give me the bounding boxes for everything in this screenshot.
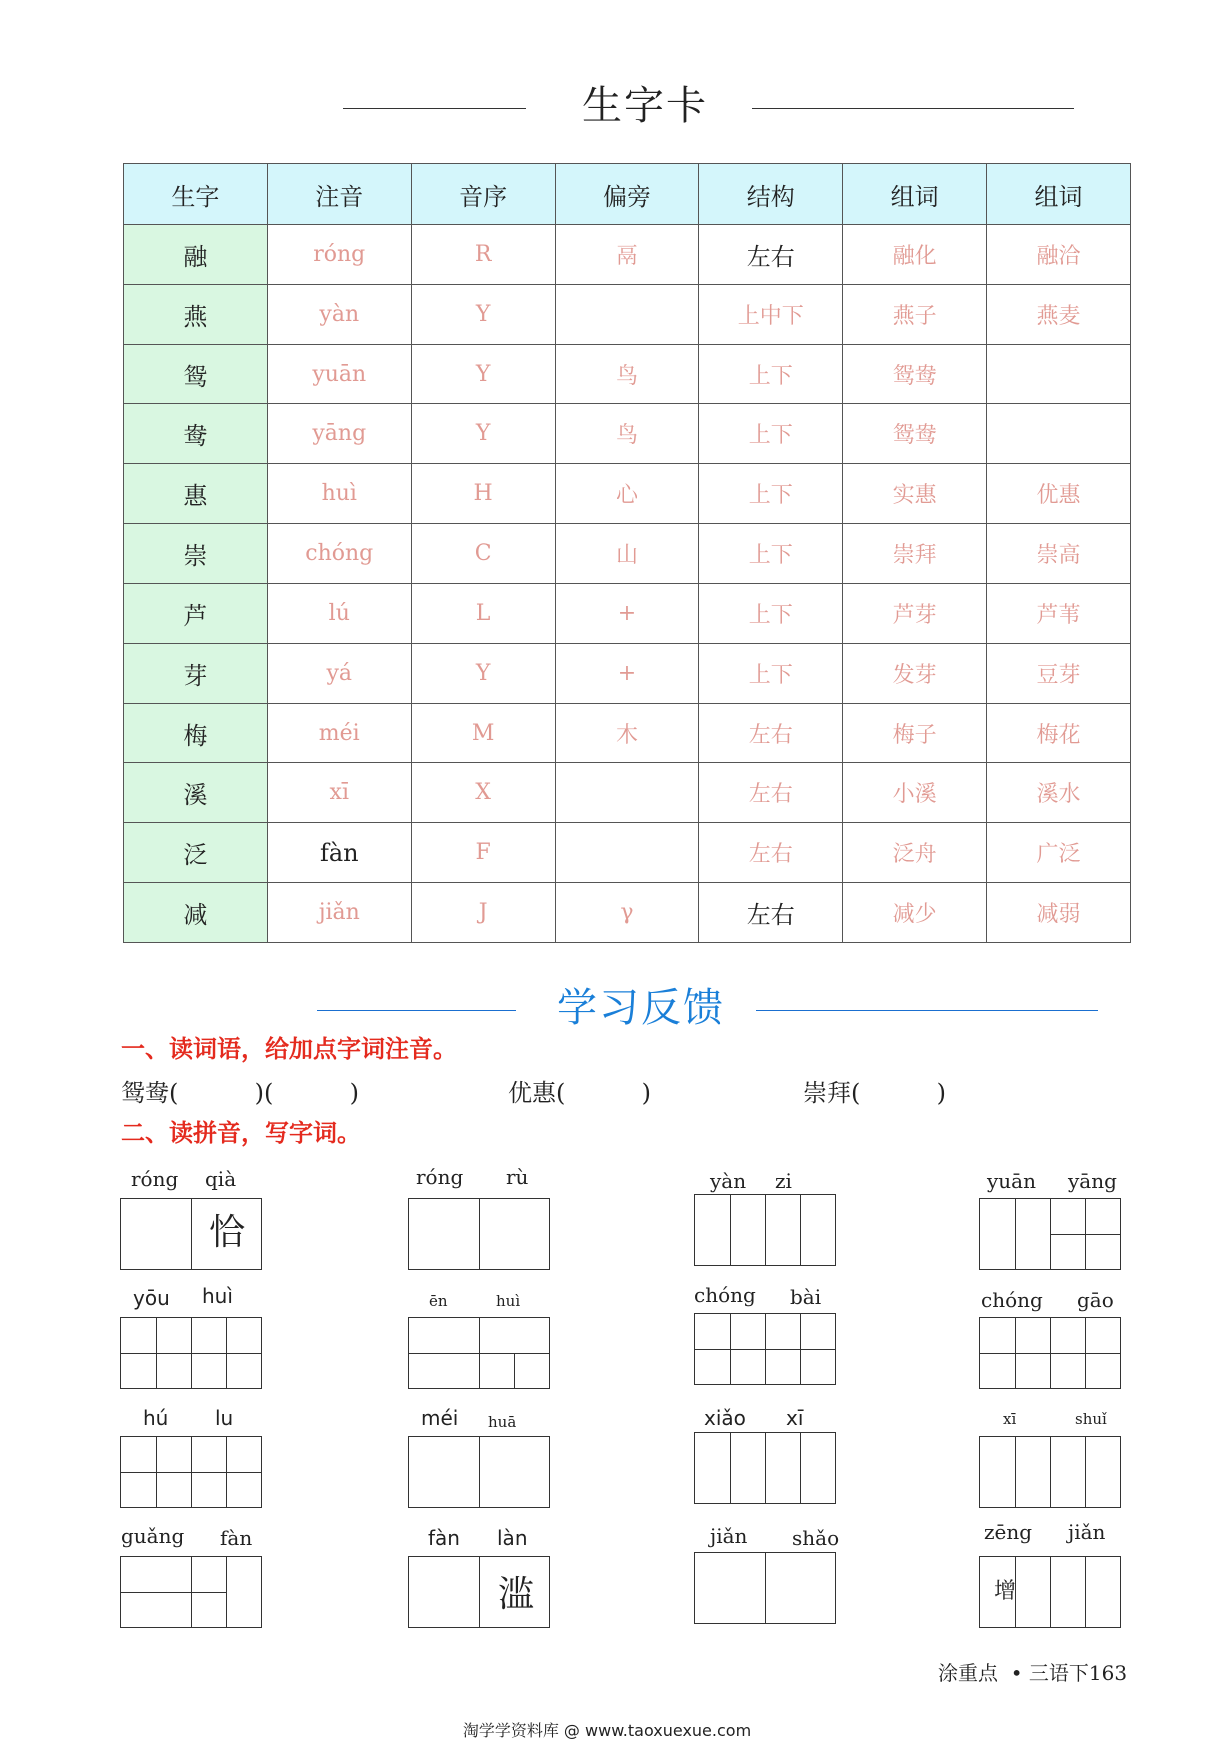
answer-cell: 广泛 [987,823,1131,883]
table-row [124,524,1131,584]
section1-word-3: 崇拜( ) [803,1079,947,1107]
answer-cell: jiǎn [267,883,411,943]
answer-cell: 溪水 [987,763,1131,823]
pinyin-2: shǎo [792,1526,840,1550]
answer-cell: + [555,643,699,703]
table-row [124,703,1131,763]
pinyin-1: hú [143,1406,169,1430]
feedback-title: 学习反馈 [557,985,725,1031]
answer-cell: 上下 [699,643,843,703]
answer-cell [987,404,1131,464]
answer-cell: róng [267,225,411,285]
writing-box [408,1556,550,1628]
writing-box [120,1317,262,1389]
table-header-cell: 组词 [843,164,987,225]
answer-cell: 上下 [699,583,843,643]
answer-cell: méi [267,703,411,763]
answer-cell: L [411,583,555,643]
table-header-cell: 注音 [267,164,411,225]
pinyin-1: yuān [987,1169,1036,1193]
answer-cell: 崇高 [987,524,1131,584]
pinyin-2: huā [488,1413,517,1431]
page-label: 涂重点 • 三语下163 [938,1661,1128,1685]
answer-cell [555,823,699,883]
pinyin-1: yōu [133,1286,170,1310]
title-rule-right [752,108,1074,109]
answer-cell: F [411,823,555,883]
answer-cell: γ [555,883,699,943]
section1-word-2: 优惠( ) [508,1079,652,1107]
answer-cell: 鬲 [555,225,699,285]
section1-word-1: 鸳鸯( )( ) [121,1079,360,1107]
pinyin-2: shuǐ [1075,1410,1107,1428]
pinyin-2: bài [790,1285,822,1309]
table-header-cell: 偏旁 [555,164,699,225]
answer-cell: X [411,763,555,823]
answer-cell [987,344,1131,404]
answer-cell: 燕子 [843,284,987,344]
answer-cell: 燕麦 [987,284,1131,344]
table-row [124,284,1131,344]
character-card-table [123,163,1131,943]
pinyin-2: xī [786,1406,804,1430]
pinyin-2: làn [497,1526,528,1550]
table-row [124,883,1131,943]
given-character: 恰 [209,1212,246,1253]
character-cell: 芽 [124,643,268,703]
character-cell: 芦 [124,583,268,643]
pinyin-2: lu [215,1406,234,1430]
answer-cell: + [555,583,699,643]
given-character: 增 [994,1579,1017,1604]
answer-cell: 芦苇 [987,583,1131,643]
character-cell: 惠 [124,464,268,524]
given-character: 滥 [498,1574,535,1615]
writing-box [694,1194,836,1266]
writing-box [120,1436,262,1508]
writing-box [979,1436,1121,1508]
answer-cell: 鸟 [555,344,699,404]
answer-cell: 左右 [699,823,843,883]
writing-box [979,1317,1121,1389]
pinyin-1: róng [416,1165,464,1189]
answer-cell: 鸟 [555,404,699,464]
pinyin-1: guǎng [121,1524,185,1548]
character-cell: 梅 [124,703,268,763]
answer-cell: 减弱 [987,883,1131,943]
answer-cell: 小溪 [843,763,987,823]
table-header-cell: 组词 [987,164,1131,225]
pinyin-1: xiǎo [704,1406,746,1430]
answer-cell: J [411,883,555,943]
character-cell: 鸳 [124,344,268,404]
card-title: 生字卡 [582,83,708,129]
pinyin-1: fàn [428,1526,460,1550]
pinyin-2: qià [205,1167,237,1191]
pinyin-1: jiǎn [710,1524,748,1548]
footer-watermark: 淘学学资料库 @ www.taoxuexue.com [462,1721,752,1740]
answer-cell: chóng [267,524,411,584]
pinyin-1: xī [1003,1410,1017,1428]
writing-box [694,1432,836,1504]
pinyin-2: gāo [1077,1288,1114,1312]
answer-cell: 发芽 [843,643,987,703]
answer-cell: C [411,524,555,584]
table-row [124,823,1131,883]
pinyin-2: jiǎn [1068,1520,1106,1544]
table-row [124,763,1131,823]
character-cell: 溪 [124,763,268,823]
answer-cell: 崇拜 [843,524,987,584]
writing-box [694,1552,836,1624]
answer-cell: fàn [267,823,411,883]
answer-cell: 左右 [699,763,843,823]
table-row [124,344,1131,404]
pinyin-2: huì [496,1292,521,1310]
table-row [124,643,1131,703]
answer-cell [555,284,699,344]
answer-cell: 心 [555,464,699,524]
answer-cell: yàn [267,284,411,344]
answer-cell: H [411,464,555,524]
section1-heading: 一、读词语，给加点字词注音。 [121,1035,457,1063]
table-header-cell: 结构 [699,164,843,225]
pinyin-1: zēng [984,1520,1033,1544]
answer-cell: 上下 [699,344,843,404]
table-row [124,404,1131,464]
feedback-rule-right [756,1010,1098,1011]
answer-cell: 左右 [699,883,843,943]
writing-box [120,1556,262,1628]
answer-cell: 芦芽 [843,583,987,643]
answer-cell: Y [411,404,555,464]
writing-box [408,1317,550,1389]
table-row [124,225,1131,285]
pinyin-2: yāng [1068,1169,1117,1193]
writing-box [408,1198,550,1270]
pinyin-1: chóng [694,1283,756,1307]
answer-cell: 上下 [699,524,843,584]
answer-cell: Y [411,344,555,404]
table-row [124,583,1131,643]
answer-cell: 木 [555,703,699,763]
table-row [124,464,1131,524]
answer-cell: yāng [267,404,411,464]
answer-cell: R [411,225,555,285]
answer-cell: 左右 [699,703,843,763]
pinyin-2: fàn [220,1526,253,1550]
answer-cell: 上下 [699,404,843,464]
answer-cell: 左右 [699,225,843,285]
character-cell: 燕 [124,284,268,344]
pinyin-2: rù [506,1165,529,1189]
answer-cell: 梅子 [843,703,987,763]
answer-cell: yá [267,643,411,703]
writing-box [694,1313,836,1385]
answer-cell: 豆芽 [987,643,1131,703]
pinyin-2: zi [775,1169,792,1193]
character-cell: 鸯 [124,404,268,464]
answer-cell: 上中下 [699,284,843,344]
answer-cell: 融化 [843,225,987,285]
answer-cell: 实惠 [843,464,987,524]
answer-cell: 山 [555,524,699,584]
table-header-row [124,164,1131,225]
answer-cell: yuān [267,344,411,404]
pinyin-1: yàn [710,1169,747,1193]
answer-cell: lú [267,583,411,643]
answer-cell: Y [411,284,555,344]
answer-cell: huì [267,464,411,524]
pinyin-1: chóng [981,1288,1043,1312]
title-rule-left [343,108,526,109]
writing-box [979,1556,1121,1628]
pinyin-1: méi [421,1406,459,1430]
pinyin-1: ēn [429,1292,448,1310]
writing-box [979,1198,1121,1270]
answer-cell: M [411,703,555,763]
answer-cell: 泛舟 [843,823,987,883]
character-cell: 融 [124,225,268,285]
answer-cell: 上下 [699,464,843,524]
answer-cell: xī [267,763,411,823]
character-cell: 泛 [124,823,268,883]
character-cell: 减 [124,883,268,943]
answer-cell: 梅花 [987,703,1131,763]
answer-cell: 减少 [843,883,987,943]
answer-cell: 鸳鸯 [843,344,987,404]
answer-cell [555,763,699,823]
table-header-cell: 音序 [411,164,555,225]
character-cell: 崇 [124,524,268,584]
answer-cell: 鸳鸯 [843,404,987,464]
writing-box [408,1436,550,1508]
answer-cell: 融洽 [987,225,1131,285]
answer-cell: Y [411,643,555,703]
table-header-cell: 生字 [124,164,268,225]
pinyin-1: róng [131,1167,179,1191]
answer-cell: 优惠 [987,464,1131,524]
writing-box [120,1198,262,1270]
section2-heading: 二、读拼音，写字词。 [121,1119,361,1147]
feedback-rule-left [317,1010,516,1011]
pinyin-2: huì [202,1284,233,1308]
